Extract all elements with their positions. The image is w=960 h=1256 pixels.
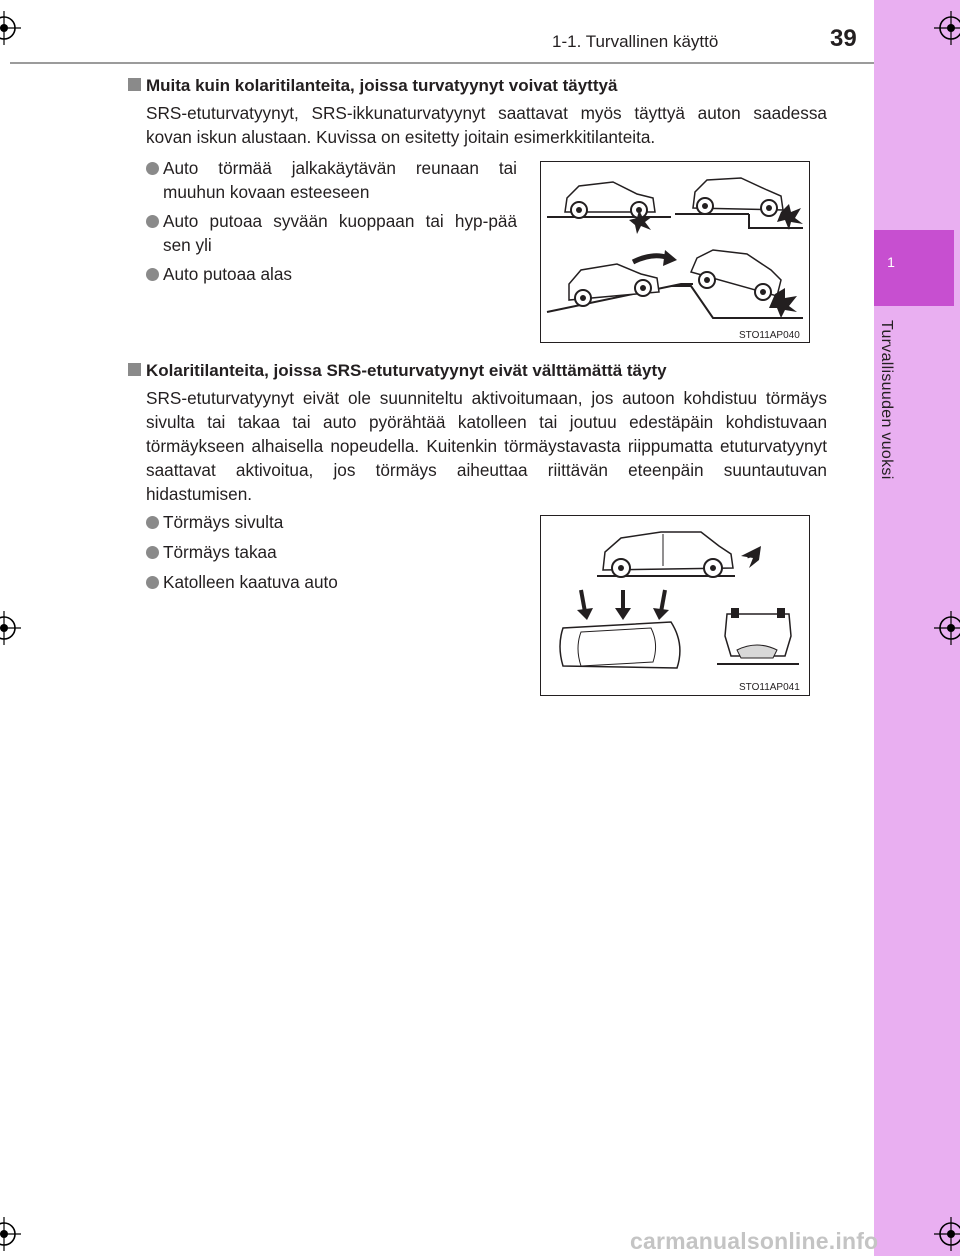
section-heading-text: Kolaritilanteita, joissa SRS-etuturvatyynyt eivät välttämättä täyty: [146, 361, 667, 380]
illustration-code: STO11AP041: [739, 682, 800, 693]
section-heading: [128, 76, 617, 96]
registration-mark-icon: [934, 1217, 960, 1251]
round-bullet-icon: [146, 268, 159, 281]
page-number: 39: [830, 25, 857, 52]
registration-mark-icon: [0, 1217, 21, 1251]
header-rule: [10, 62, 874, 64]
square-bullet-icon: [128, 78, 141, 91]
square-bullet-icon: [128, 363, 141, 376]
watermark: carmanualsonline.info: [630, 1228, 879, 1254]
chapter-label: Turvallisuuden vuoksi: [878, 320, 895, 480]
list-item: Katolleen kaatuva auto: [146, 570, 338, 594]
illustration-code: STO11AP040: [739, 330, 800, 341]
car-impact-illustration: [541, 162, 809, 342]
section-heading-text: Muita kuin kolaritilanteita, joissa turvatyynyt voivat täyttyä: [146, 76, 618, 95]
section-paragraph: SRS-etuturvatyynyt eivät ole suunniteltu aktivoitumaan, jos autoon kohdistuu törmäys sivulta tai takaa tai auto pyörähtää katolleen tai joutuu edestäpäin kohdistuvaan törmäykseen alhaisella nopeudella. Kuitenkin törmäystavasta riippumatta etuturvatyynyt saattavat aktivoitua, jos törmäys aiheuttaa riittävän eteenpäin suuntautuvan hidastumisen.: [146, 388, 827, 504]
header-title: 1-1. Turvallinen käyttö: [552, 32, 719, 51]
section-paragraph: SRS-etuturvatyynyt, SRS-ikkunaturvatyynyt saattavat myös täyttyä auton saadessa kovan iskun alustaan. Kuvissa on esitetty joitain esimerkkitilanteita.: [146, 103, 827, 147]
list-item: Auto putoaa syvään kuoppaan tai hyp-pää sen yli: [146, 209, 518, 257]
round-bullet-icon: [146, 546, 159, 559]
round-bullet-icon: [146, 576, 159, 589]
round-bullet-icon: [146, 215, 159, 228]
list-item: Törmäys takaa: [146, 540, 277, 564]
list-item: Auto törmää jalkakäytävän reunaan tai muuhun kovaan esteeseen: [146, 156, 518, 204]
registration-mark-icon: [934, 11, 960, 45]
section-heading: [128, 361, 667, 381]
round-bullet-icon: [146, 516, 159, 529]
registration-mark-icon: [934, 611, 960, 645]
registration-mark-icon: [0, 11, 21, 45]
illustration-no-deploy-situations: [540, 515, 810, 696]
illustration-airbag-deploy-situations: [540, 161, 810, 343]
registration-mark-icon: [0, 611, 21, 645]
car-no-deploy-illustration: [541, 516, 809, 695]
chapter-number: 1: [887, 254, 895, 270]
round-bullet-icon: [146, 162, 159, 175]
list-item: Törmäys sivulta: [146, 510, 283, 534]
list-item: Auto putoaa alas: [146, 262, 292, 286]
